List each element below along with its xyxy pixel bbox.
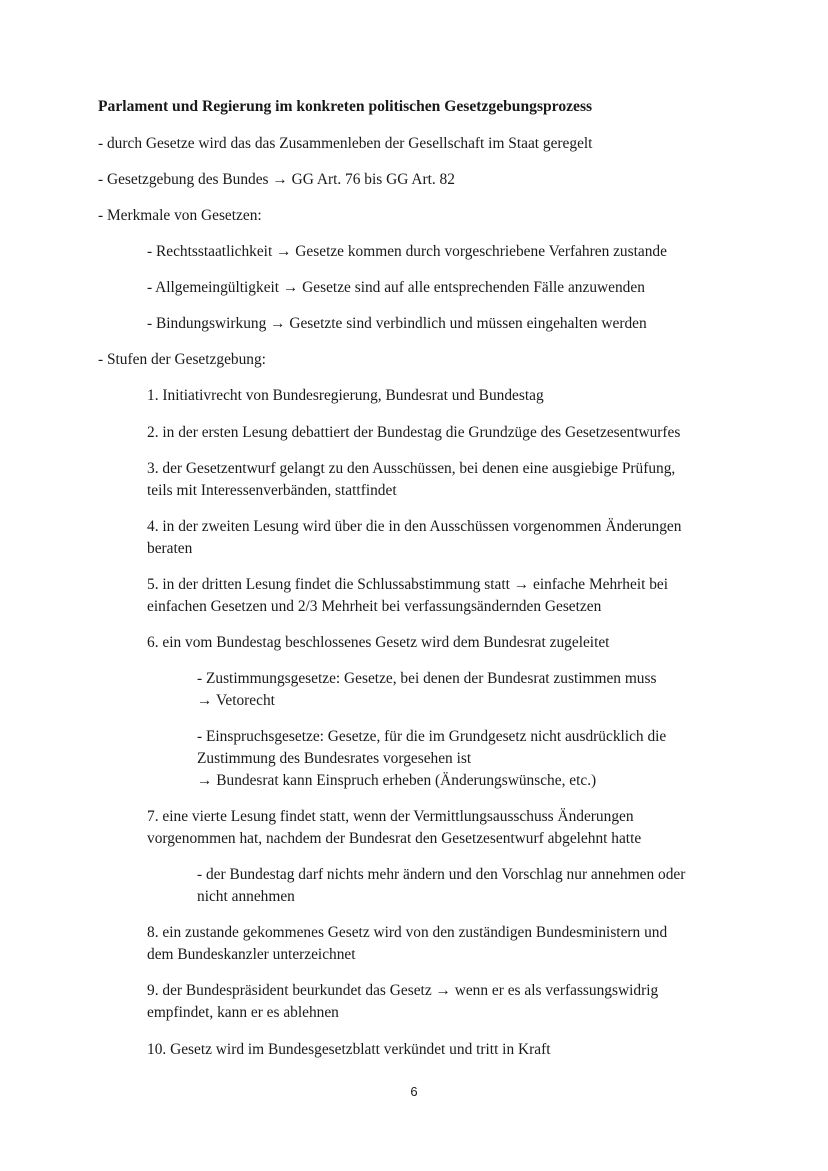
stufe-subitem: - Zustimmungsgesetze: Gesetze, bei denen der Bundesrat zustimmen muss (197, 670, 657, 687)
stufe-item-cont: beraten (147, 540, 193, 557)
stufe-item-cont: einfachen Gesetzen und 2/3 Mehrheit bei verfassungsändernden Gesetzen (147, 598, 602, 615)
stufen-heading: - Stufen der Gesetzgebung: (98, 351, 266, 368)
stufe-item: 1. Initiativrecht von Bundesregierung, Bundesrat und Bundestag (147, 387, 544, 404)
merkmal-item: - Bindungswirkung → Gesetzte sind verbindlich und müssen eingehalten werden (147, 315, 647, 332)
stufe-subitem-cont: → Vetorecht (197, 692, 275, 709)
stufe-item: 3. der Gesetzentwurf gelangt zu den Ausschüssen, bei denen eine ausgiebige Prüfung, (147, 460, 676, 477)
merkmal-item: - Allgemeingültigkeit → Gesetze sind auf alle entsprechenden Fälle anzuwenden (147, 279, 645, 296)
stufe-item: 5. in der dritten Lesung findet die Schlussabstimmung statt → einfache Mehrheit bei (147, 576, 669, 593)
stufe-item: 10. Gesetz wird im Bundesgesetzblatt verkündet und tritt in Kraft (147, 1041, 551, 1058)
stufe-item-cont: empfindet, kann er es ablehnen (147, 1004, 339, 1021)
stufe-subitem-cont: → Bundesrat kann Einspruch erheben (Änderungswünsche, etc.) (197, 772, 597, 789)
stufe-item: 7. eine vierte Lesung findet statt, wenn der Vermittlungsausschuss Änderungen (147, 808, 634, 825)
stufe-subitem: - Einspruchsgesetze: Gesetze, für die im Grundgesetz nicht ausdrücklich die (197, 728, 667, 745)
stufe-item-cont: teils mit Interessenverbänden, stattfindet (147, 482, 397, 499)
stufe-item: 6. ein vom Bundestag beschlossenes Gesetz wird dem Bundesrat zugeleitet (147, 634, 610, 651)
stufe-item-cont: vorgenommen hat, nachdem der Bundesrat den Gesetzesentwurf abgelehnt hatte (147, 830, 642, 847)
stufe-item: 9. der Bundespräsident beurkundet das Gesetz → wenn er es als verfassungswidrig (147, 982, 659, 999)
stufe-subitem-cont: Zustimmung des Bundesrates vorgesehen ist (197, 750, 472, 767)
stufe-subitem: - der Bundestag darf nichts mehr ändern und den Vorschlag nur annehmen oder (197, 866, 686, 883)
intro-line: - Merkmale von Gesetzen: (98, 207, 262, 224)
stufe-item: 2. in der ersten Lesung debattiert der Bundestag die Grundzüge des Gesetzesentwurfes (147, 424, 681, 441)
merkmal-item: - Rechtsstaatlichkeit → Gesetze kommen durch vorgeschriebene Verfahren zustande (147, 243, 667, 260)
page-title: Parlament und Regierung im konkreten politischen Gesetzgebungsprozess (98, 98, 593, 115)
stufe-item: 4. in der zweiten Lesung wird über die in den Ausschüssen vorgenommen Änderungen (147, 518, 682, 535)
page-number: 6 (410, 1084, 418, 1099)
intro-line: - Gesetzgebung des Bundes → GG Art. 76 bis GG Art. 82 (98, 171, 455, 188)
intro-line: - durch Gesetze wird das das Zusammenleben der Gesellschaft im Staat geregelt (98, 135, 593, 152)
stufe-item-cont: dem Bundeskanzler unterzeichnet (147, 946, 356, 963)
stufe-item: 8. ein zustande gekommenes Gesetz wird von den zuständigen Bundesministern und (147, 924, 668, 941)
stufe-subitem-cont: nicht annehmen (197, 888, 295, 905)
